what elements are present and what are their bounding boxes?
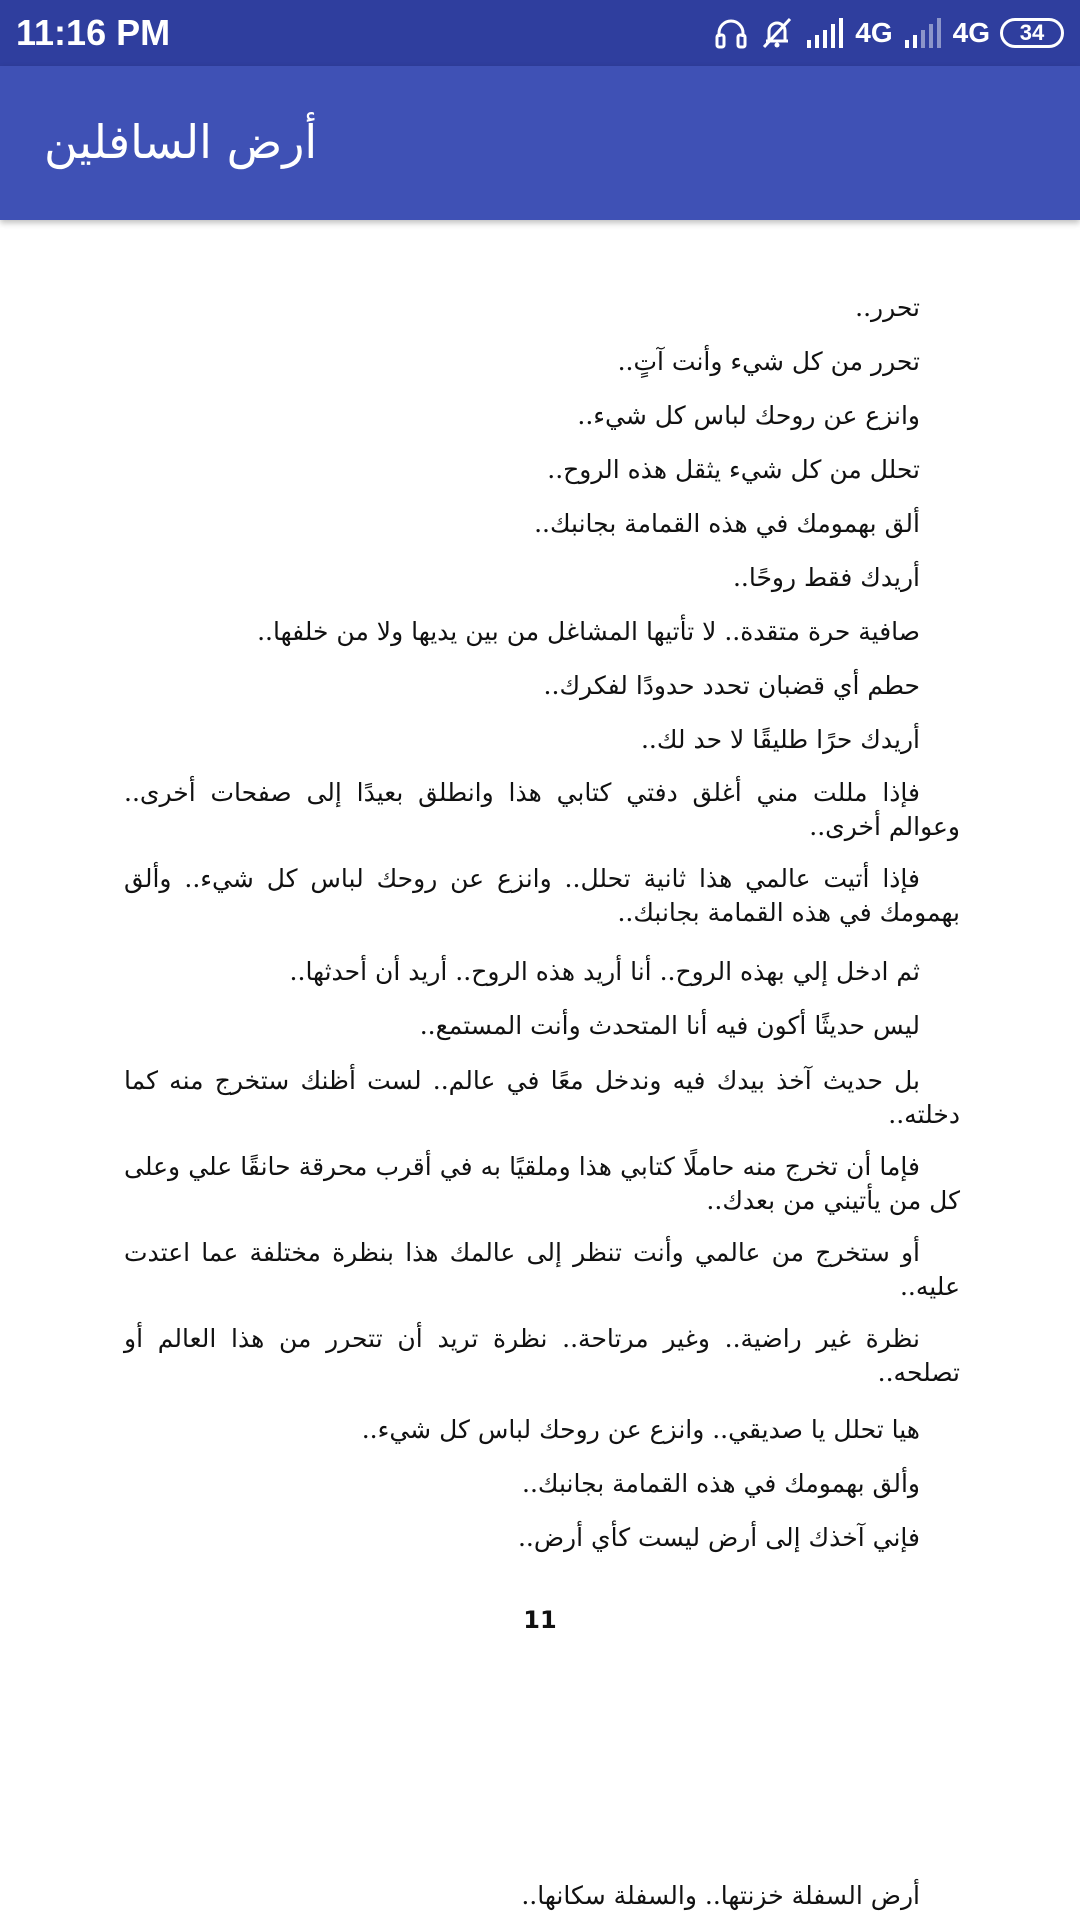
app-bar <box>0 66 1080 220</box>
status-bar <box>0 0 1080 66</box>
text-line: تحرر من كل شيء وأنت آتٍ.. <box>617 347 920 376</box>
page-number: 11 <box>523 1606 557 1634</box>
paragraph: فإذا أتيت عالمي هذا ثانية تحلل.. وانزع عن روحك لباس كل شيء.. وألق بهمومك في هذه القمامة بجانبك.. <box>124 864 960 927</box>
signal-icon <box>805 18 845 48</box>
text-line: هيا تحلل يا صديقي.. وانزع عن روحك لباس كل شيء.. <box>361 1415 920 1444</box>
text-line: صافية حرة متقدة.. لا تأتيها المشاغل من بين يديها ولا من خلفها.. <box>257 617 920 646</box>
signal-weak-icon <box>903 18 943 48</box>
text-line: وألق بهمومك في هذه القمامة بجانبك.. <box>522 1469 920 1498</box>
text-line: ثم ادخل إلي بهذه الروح.. أنا أريد هذه الروح.. أريد أن أحدثها.. <box>289 957 920 986</box>
text-line: تحلل من كل شيء يثقل هذه الروح.. <box>547 455 920 484</box>
text-line: ليس حديثًا أكون فيه أنا المتحدث وأنت المستمع.. <box>419 1011 920 1040</box>
battery-level: 34 <box>1019 20 1045 45</box>
status-icons <box>713 10 1064 56</box>
battery-icon <box>1000 18 1064 48</box>
status-time: 11:16 PM <box>16 12 171 53</box>
text-line: فإني آخذك إلى أرض ليست كأي أرض.. <box>517 1523 920 1552</box>
headphones-icon <box>713 15 749 51</box>
text-line: وانزع عن روحك لباس كل شيء.. <box>577 401 920 430</box>
paragraph: نظرة غير راضية.. وغير مرتاحة.. نظرة تريد أن تتحرر من هذا العالم أو تصلحه.. <box>124 1324 960 1387</box>
next-page-text-line: أرض السفلة خزنتها.. والسفلة سكانها.. <box>521 1881 920 1910</box>
paragraph: أو ستخرج من عالمي وأنت تنظر إلى عالمك هذا بنظرة مختلفة عما اعتدت عليه.. <box>124 1238 960 1301</box>
text-line: حطم أي قضبان تحدد حدودًا لفكرك.. <box>543 671 920 700</box>
bell-muted-icon <box>759 15 795 51</box>
text-line: أريدك فقط روحًا.. <box>732 563 920 592</box>
book-page[interactable] <box>0 220 1080 1920</box>
paragraph: بل حديث آخذ بيدك فيه وندخل معًا في عالم.. لست أظنك ستخرج منه كما دخلته.. <box>124 1066 960 1129</box>
paragraph: فإما أن تخرج منه حاملًا كتابي هذا وملقيًا به في أقرب محرقة حانقًا علي وعلى كل من يأتيني من بعدك.. <box>124 1152 960 1215</box>
network-label-2: 4G <box>952 17 990 48</box>
text-line: تحرر.. <box>855 293 920 322</box>
app-title: أرض السافلين <box>44 115 318 169</box>
text-line: أريدك حرًا طليقًا لا حد لك.. <box>640 725 920 754</box>
text-line: ألق بهمومك في هذه القمامة بجانبك.. <box>534 509 920 538</box>
paragraph: فإذا مللت مني أغلق دفتي كتابي هذا وانطلق بعيدًا إلى صفحات أخرى.. وعوالم أخرى.. <box>124 778 960 841</box>
network-label-1: 4G <box>855 17 893 48</box>
